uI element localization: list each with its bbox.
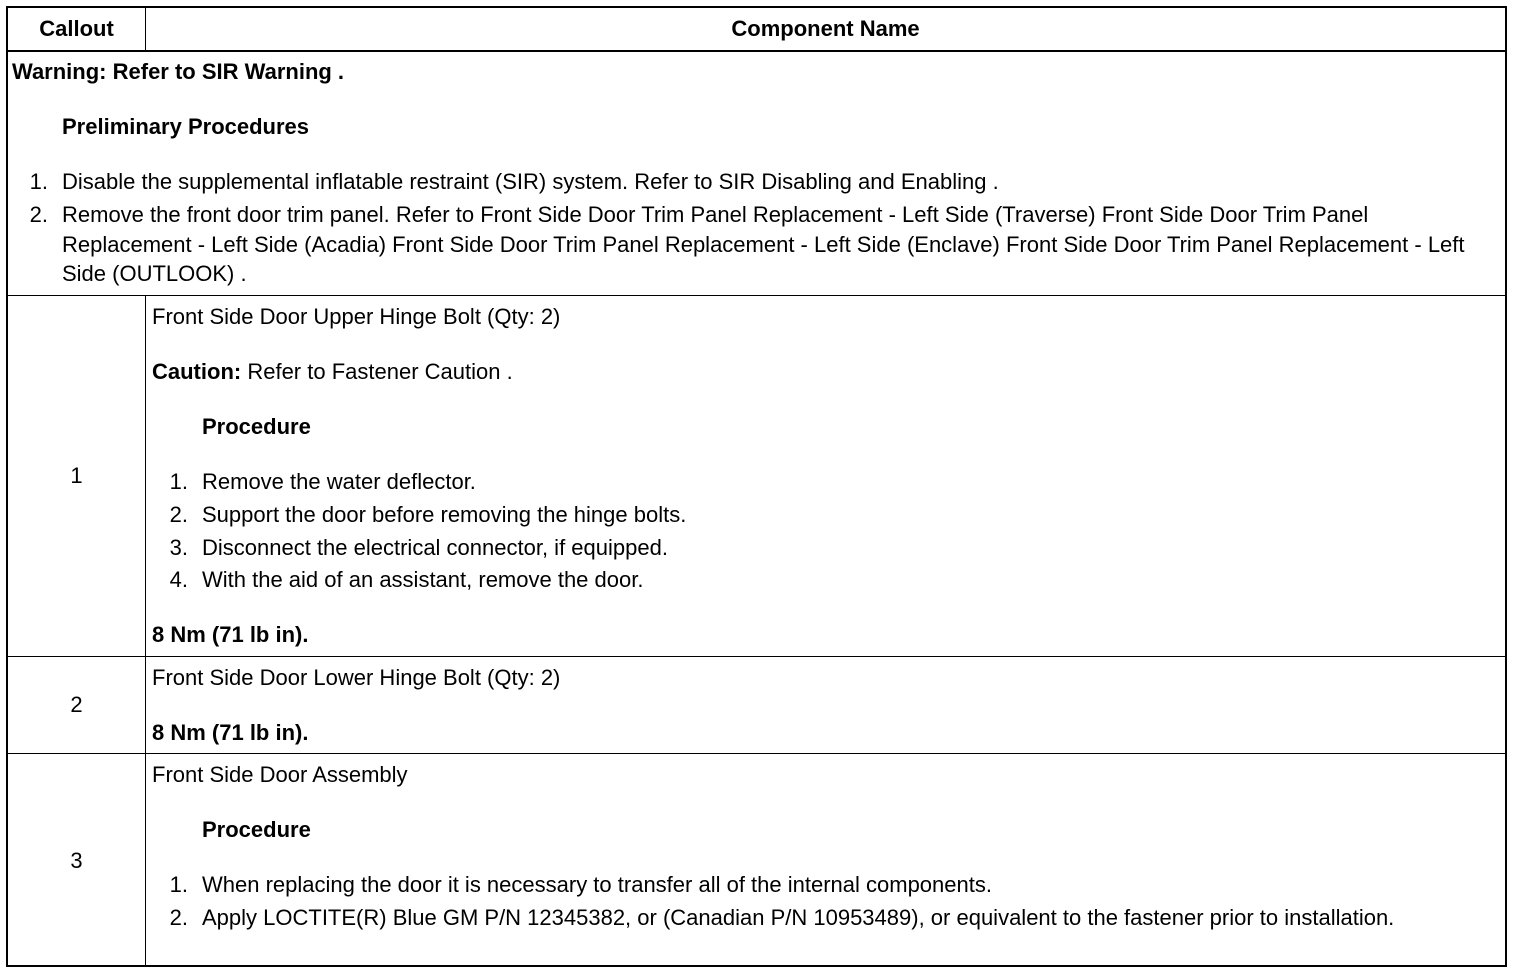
- component-name: Front Side Door Lower Hinge Bolt (Qty: 2): [152, 665, 561, 690]
- caution-label: Caution:: [152, 359, 242, 384]
- warning-text: Refer to SIR Warning .: [112, 59, 345, 84]
- component-cell: [146, 657, 1505, 753]
- callout-cell: 1: [8, 296, 146, 656]
- prelim-step-1: Disable the supplemental inflatable restraint (SIR) system. Refer to SIR Disabling and Enabling .: [62, 169, 999, 194]
- procedure-heading: Procedure: [202, 817, 311, 842]
- step-number: 3.: [169, 535, 188, 560]
- torque-spec: 8 Nm (71 lb in).: [152, 622, 309, 647]
- callout-cell: 2: [8, 657, 146, 753]
- step-number: 4.: [169, 567, 188, 592]
- preliminary-heading: Preliminary Procedures: [62, 114, 310, 139]
- header-callout: Callout: [8, 8, 146, 50]
- step-number: 2.: [169, 502, 188, 527]
- prelim-step-2-number: 2.: [29, 202, 48, 227]
- step-number: 1.: [169, 872, 188, 897]
- component-table: [6, 6, 1507, 967]
- warning-label: Warning:: [12, 59, 107, 84]
- procedure-step: Apply LOCTITE(R) Blue GM P/N 12345382, or (Canadian P/N 10953489), or equivalent to the fastener prior to installation.: [202, 905, 1395, 930]
- callout-cell: 3: [8, 754, 146, 967]
- procedure-step: When replacing the door it is necessary to transfer all of the internal components.: [202, 872, 992, 897]
- component-name: Front Side Door Upper Hinge Bolt (Qty: 2): [152, 304, 561, 329]
- prelim-step-2: Remove the front door trim panel. Refer to Front Side Door Trim Panel Replacement - Left Side (Traverse) Front Side Door Trim Panel Replacement - Left Side (Acadia) Front Side Door Trim Panel Replacement - Left Side (Enclave) Front Side Door Trim Panel Replacement - Left Side (OUTLOOK) .: [62, 202, 1465, 286]
- preliminary-section: [8, 50, 1505, 296]
- table-header: [8, 8, 1505, 52]
- procedure-step: Support the door before removing the hinge bolts.: [202, 502, 687, 527]
- component-name: Front Side Door Assembly: [152, 762, 408, 787]
- procedure-step: Remove the water deflector.: [202, 469, 476, 494]
- procedure-heading: Procedure: [202, 414, 311, 439]
- caution-line: [152, 357, 513, 387]
- table-row: [8, 754, 1505, 967]
- step-number: 1.: [169, 469, 188, 494]
- table-row: [8, 657, 1505, 754]
- header-component-name: Component Name: [731, 16, 920, 41]
- procedure-step: Disconnect the electrical connector, if equipped.: [202, 535, 668, 560]
- table-row: [8, 296, 1505, 657]
- warning-line: [12, 57, 344, 87]
- torque-spec: 8 Nm (71 lb in).: [152, 720, 309, 745]
- component-cell: [146, 754, 1505, 967]
- caution-text: Refer to Fastener Caution .: [247, 359, 513, 384]
- prelim-step-1-number: 1.: [29, 169, 48, 194]
- procedure-step: With the aid of an assistant, remove the door.: [202, 567, 644, 592]
- step-number: 2.: [169, 905, 188, 930]
- component-cell: [146, 296, 1505, 656]
